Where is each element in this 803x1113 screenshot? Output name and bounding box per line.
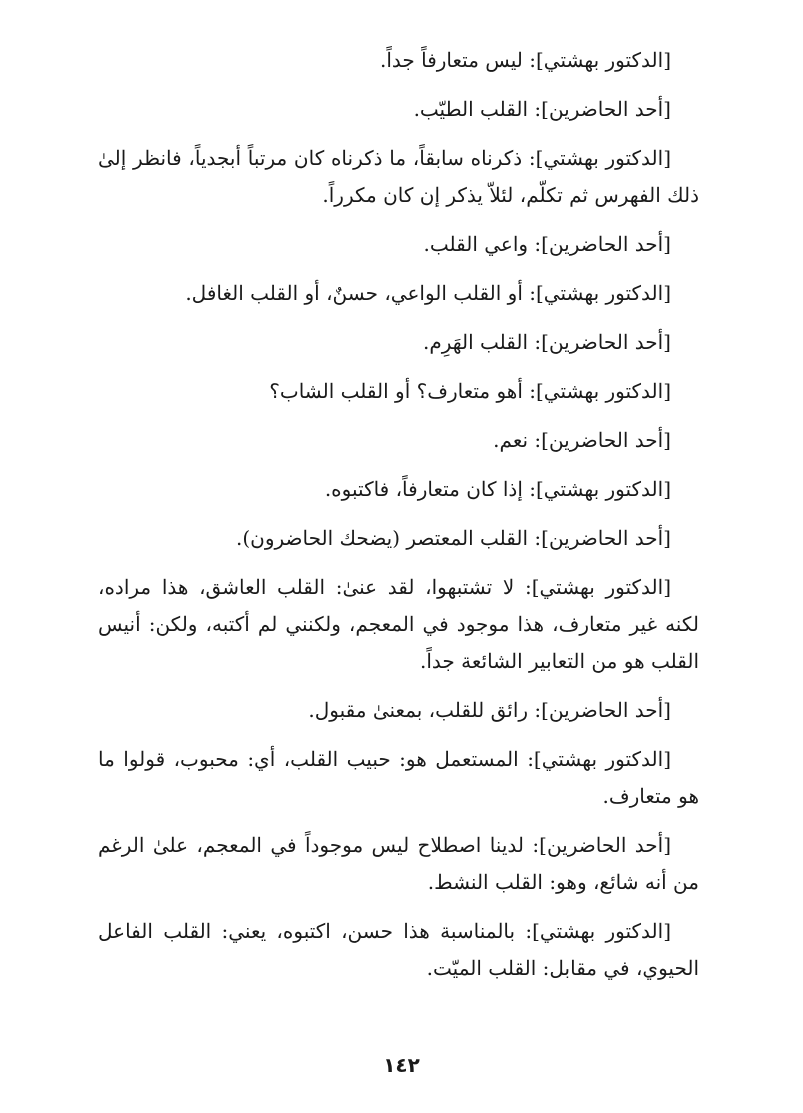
speaker-label: [أحد الحاضرين]: — [534, 428, 671, 452]
dialogue-paragraph — [98, 324, 699, 361]
dialogue-paragraph — [98, 569, 699, 680]
utterance-text: ذكرناه سابقاً، ما ذكرناه كان مرتباً أبجدياً، فانظر إلىٰ ذلك الفهرس ثم تكلّم، لئلاّ يذكر إن كان مكرراً. — [98, 146, 699, 207]
speaker-label: [أحد الحاضرين]: — [534, 698, 671, 722]
utterance-text: نعم. — [493, 428, 529, 452]
dialogue-paragraph — [98, 692, 699, 729]
utterance-text: المستعمل هو: حبيب القلب، أي: محبوب، قولوا ما هو متعارف. — [98, 747, 699, 808]
speaker-label: [أحد الحاضرين]: — [534, 526, 671, 550]
utterance-text: واعي القلب. — [423, 232, 529, 256]
speaker-label: [الدكتور بهشتي]: — [527, 747, 672, 771]
speaker-label: [الدكتور بهشتي]: — [525, 919, 671, 943]
dialogue-paragraph — [98, 140, 699, 214]
utterance-text: رائق للقلب، بمعنىٰ مقبول. — [308, 698, 529, 722]
utterance-text: لا تشتبهوا، لقد عنىٰ: القلب العاشق، هذا مراده، لكنه غير متعارف، هذا موجود في المعجم، ولكنني لم أكتبه، ولكن: أنيس القلب هو من التعابير الشائعة جداً. — [98, 575, 699, 673]
utterance-text: ليس متعارفاً جداً. — [379, 48, 523, 72]
utterance-text: القلب المعتصر (يضحك الحاضرون). — [236, 526, 529, 550]
dialogue-paragraph — [98, 373, 699, 410]
speaker-label: [الدكتور بهشتي]: — [529, 281, 671, 305]
utterance-text: أو القلب الواعي، حسنٌ، أو القلب الغافل. — [185, 281, 523, 305]
speaker-label: [الدكتور بهشتي]: — [529, 477, 671, 501]
dialogue-paragraph — [98, 471, 699, 508]
speaker-label: [أحد الحاضرين]: — [534, 232, 671, 256]
speaker-label: [الدكتور بهشتي]: — [524, 575, 671, 599]
utterance-text: القلب الطيّب. — [413, 97, 529, 121]
speaker-label: [أحد الحاضرين]: — [534, 330, 671, 354]
utterance-text: لدينا اصطلاح ليس موجوداً في المعجم، علىٰ الرغم من أنه شائع، وهو: القلب النشط. — [98, 833, 699, 894]
page-number: ١٤٢ — [383, 1053, 420, 1077]
utterance-text: بالمناسبة هذا حسن، اكتبوه، يعني: القلب الفاعل الحيوي، في مقابل: القلب الميّت. — [98, 919, 699, 980]
dialogue-paragraph — [98, 226, 699, 263]
speaker-label: [الدكتور بهشتي]: — [529, 379, 671, 403]
utterance-text: أهو متعارف؟ أو القلب الشاب؟ — [269, 379, 523, 403]
speaker-label: [أحد الحاضرين]: — [534, 97, 671, 121]
utterance-text: القلب الهَرِم. — [423, 330, 529, 354]
dialogue-text — [98, 42, 699, 999]
dialogue-paragraph — [98, 275, 699, 312]
utterance-text: إذا كان متعارفاً، فاكتبوه. — [324, 477, 523, 501]
dialogue-paragraph — [98, 741, 699, 815]
dialogue-paragraph — [98, 422, 699, 459]
dialogue-paragraph — [98, 827, 699, 901]
dialogue-paragraph — [98, 42, 699, 79]
speaker-label: [الدكتور بهشتي]: — [529, 48, 671, 72]
dialogue-paragraph — [98, 913, 699, 987]
speaker-label: [أحد الحاضرين]: — [532, 833, 672, 857]
speaker-label: [الدكتور بهشتي]: — [528, 146, 672, 170]
dialogue-paragraph — [98, 91, 699, 128]
dialogue-paragraph — [98, 520, 699, 557]
